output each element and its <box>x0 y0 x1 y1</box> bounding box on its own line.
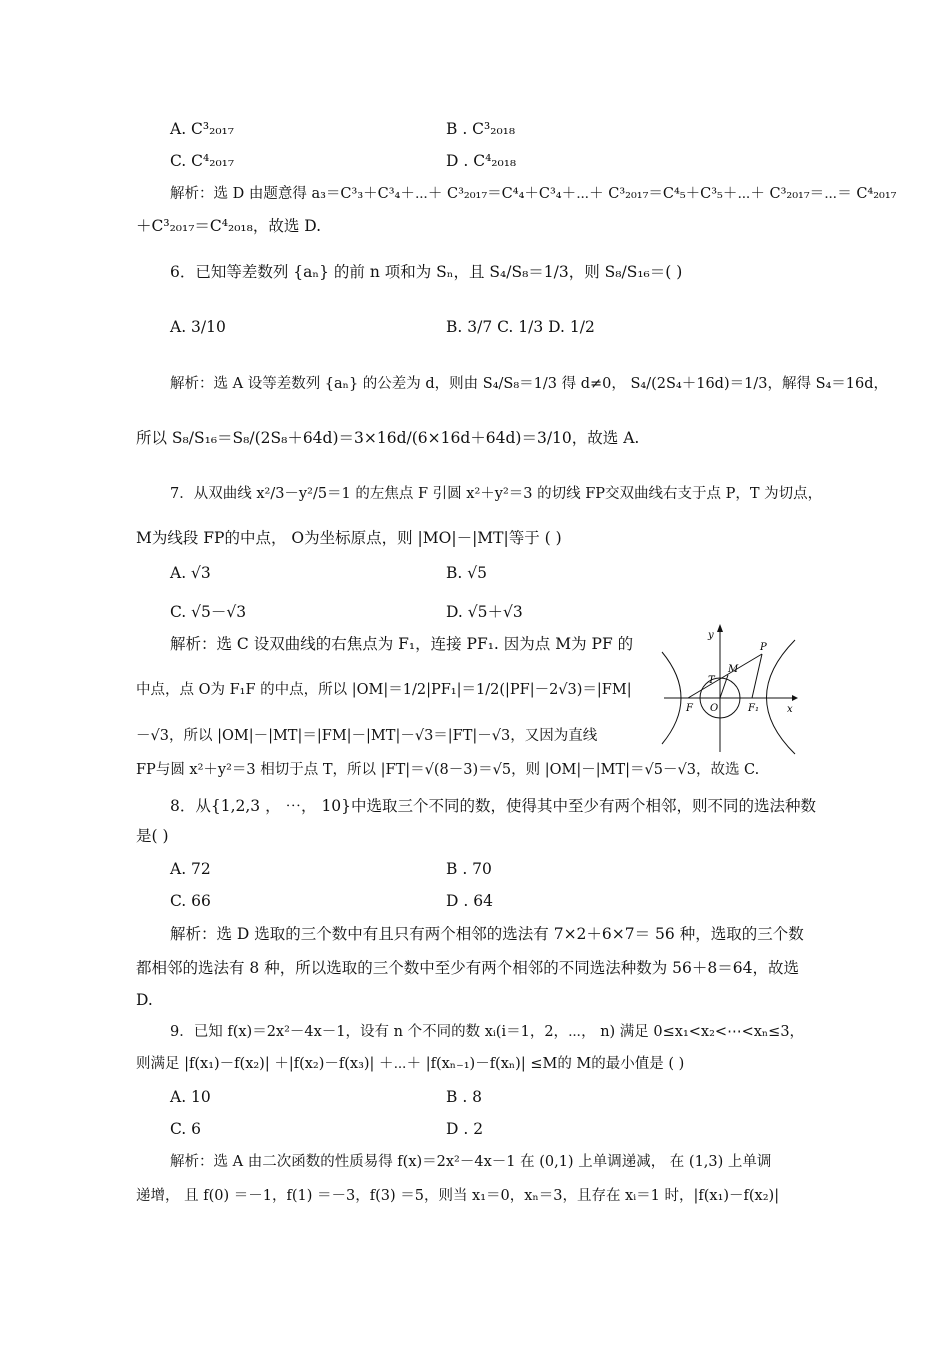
q5-solution-line-1: 解析：选 D 由题意得 a₃＝C³₃＋C³₄＋⋯＋ C³₂₀₁₇＝C⁴₄＋C³₄＋⋯＋ C³₂₀₁₇＝C⁴₅＋C³₅＋⋯＋ C³₂₀₁₇＝⋯＝ C⁴₂₀₁₇ <box>170 186 897 202</box>
q7-option-c: C. √5－√3 <box>170 603 247 621</box>
q8-option-c: C. 66 <box>170 892 211 910</box>
q8-solution-line-2: 都相邻的选法有 8 种，所以选取的三个数中至少有两个相邻的不同选法种数为 56＋8＝64，故选 <box>136 959 799 977</box>
q7-solution-line-4: FP与圆 x²＋y²＝3 相切于点 T，所以 |FT|＝√(8－3)＝√5，则 |OM|－|MT|＝√5－√3，故选 C. <box>136 762 760 778</box>
q7-solution-line-2: 中点，点 O为 F₁F 的中点，所以 |OM|＝1/2|PF₁|＝1/2(|PF|－2√3)＝|FM| <box>136 682 632 698</box>
label-y: y <box>708 630 714 641</box>
q8-option-a: A. 72 <box>170 860 211 878</box>
q9-option-b: B . 8 <box>446 1088 483 1106</box>
q5-option-a: A. C³₂₀₁₇ <box>170 120 234 138</box>
q6-option-a: A. 3/10 <box>170 318 226 336</box>
q5-solution-line-2: ＋C³₂₀₁₇＝C⁴₂₀₁₈，故选 D. <box>136 217 322 235</box>
q8-option-b: B . 70 <box>446 860 492 878</box>
q8-solution-line-1: 解析：选 D 选取的三个数中有且只有两个相邻的选法有 7×2＋6×7＝ 56 种，选取的三个数 <box>170 925 804 943</box>
q8-option-d: D . 64 <box>446 892 493 910</box>
q8-stem-line-1: 8．从{1,2,3 ， ⋯， 10}中选取三个不同的数，使得其中至少有两个相邻，则不同的选法种数 <box>170 797 817 815</box>
hyperbola-figure <box>660 620 800 755</box>
q9-option-c: C. 6 <box>170 1120 202 1138</box>
q9-solution-line-1: 解析：选 A 由二次函数的性质易得 f(x)＝2x²－4x－1 在 (0,1) 上单调递减， 在 (1,3) 上单调 <box>170 1154 772 1170</box>
q8-stem-line-2: 是( ) <box>136 827 169 845</box>
label-f1: F₁ <box>748 703 759 714</box>
hyperbola-right-branch <box>767 640 796 754</box>
label-f: F <box>686 703 693 714</box>
q7-stem-line-1: 7．从双曲线 x²/3－y²/5＝1 的左焦点 F 引圆 x²＋y²＝3 的切线 FP交双曲线右支于点 P，T 为切点， <box>170 486 823 502</box>
q6-solution-line-1: 解析：选 A 设等差数列 {aₙ} 的公差为 d，则由 S₄/S₈＝1/3 得 d≠0， S₄/(2S₄＋16d)＝1/3，解得 S₄＝16d， <box>170 376 889 392</box>
q7-stem-line-2: M为线段 FP的中点， O为坐标原点，则 |MO|－|MT|等于 ( ) <box>136 529 562 547</box>
q7-option-b: B. √5 <box>446 564 487 582</box>
q8-solution-line-3: D. <box>136 991 153 1009</box>
label-o: O <box>710 703 719 714</box>
label-t: T <box>708 675 715 686</box>
q6-options-bcd: B. 3/7 C. 1/3 D. 1/2 <box>446 318 595 336</box>
q9-stem-line-2: 则满足 |f(x₁)－f(x₂)| ＋|f(x₂)－f(x₃)| ＋⋯＋ |f(xₙ₋₁)－f(xₙ)| ≤M的 M的最小值是 ( ) <box>136 1056 685 1072</box>
q6-stem: 6．已知等差数列 {aₙ} 的前 n 项和为 Sₙ，且 S₄/S₈＝1/3，则 S₈/S₁₆＝( ) <box>170 263 683 281</box>
q7-option-a: A. √3 <box>170 564 211 582</box>
segment-pf1 <box>752 654 762 698</box>
q5-option-c: C. C⁴₂₀₁₇ <box>170 152 235 170</box>
q7-solution-line-3: －√3，所以 |OM|－|MT|＝|FM|－|MT|－√3＝|FT|－√3，又因为直线 <box>136 728 598 744</box>
label-x: x <box>787 704 793 715</box>
q5-option-d: D . C⁴₂₀₁₈ <box>446 152 517 170</box>
q6-solution-line-2: 所以 S₈/S₁₆＝S₈/(2S₈＋64d)＝3×16d/(6×16d＋64d)＝3/10，故选 A. <box>136 429 640 447</box>
tangent-line-fp <box>688 654 762 698</box>
q9-stem-line-1: 9．已知 f(x)＝2x²－4x－1，设有 n 个不同的数 xᵢ(i＝1，2，⋯， n) 满足 0≤x₁<x₂<⋯<xₙ≤3， <box>170 1024 805 1040</box>
q7-option-d: D. √5＋√3 <box>446 603 523 621</box>
label-p: P <box>760 642 767 653</box>
x-axis-arrow <box>792 695 798 701</box>
q9-option-a: A. 10 <box>170 1088 211 1106</box>
q7-solution-line-1: 解析：选 C 设双曲线的右焦点为 F₁，连接 PF₁. 因为点 M为 PF 的 <box>170 635 634 653</box>
q5-option-b: B . C³₂₀₁₈ <box>446 120 516 138</box>
label-m: M <box>728 664 739 675</box>
q9-solution-line-2: 递增， 且 f(0) ＝－1，f(1) ＝－3，f(3) ＝5，则当 x₁＝0，xₙ＝3，且存在 xᵢ＝1 时，|f(x₁)－f(x₂)| <box>136 1188 780 1204</box>
q9-option-d: D . 2 <box>446 1120 484 1138</box>
y-axis-arrow <box>717 624 723 632</box>
